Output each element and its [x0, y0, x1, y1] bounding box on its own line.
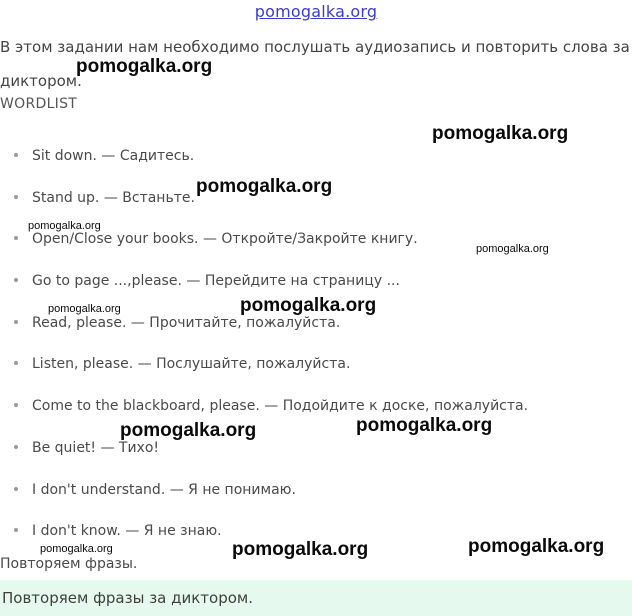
- bullet-icon: [14, 195, 18, 199]
- watermark: pomogalka.org: [432, 123, 569, 144]
- list-item: Read, please. — Прочитайте, пожалуйста.: [14, 315, 340, 335]
- watermark: pomogalka.org: [120, 420, 257, 441]
- bullet-icon: [14, 278, 18, 282]
- list-item: Sit down. — Садитесь.: [14, 148, 194, 168]
- watermark: pomogalka.org: [40, 543, 113, 555]
- site-logo-link[interactable]: pomogalka.org: [254, 2, 378, 21]
- watermark: pomogalka.org: [468, 536, 605, 557]
- list-item: Come to the blackboard, please. — Подойдите к доске, пожалуйста.: [14, 398, 528, 418]
- watermark: pomogalka.org: [240, 295, 377, 316]
- list-item: Go to page ...,please. — Перейдите на страницу ...: [14, 273, 400, 293]
- bullet-icon: [14, 153, 18, 157]
- callout-text: Повторяем фразы за диктором.: [2, 589, 254, 607]
- list-item: Listen, please. — Послушайте, пожалуйста.: [14, 356, 350, 376]
- watermark: pomogalka.org: [28, 220, 101, 232]
- watermark: pomogalka.org: [196, 176, 333, 197]
- watermark: pomogalka.org: [356, 415, 493, 436]
- bullet-icon: [14, 236, 18, 240]
- wordlist-title: WORDLIST: [0, 96, 78, 112]
- callout-box: [0, 580, 632, 616]
- bullet-icon: [14, 487, 18, 491]
- watermark: pomogalka.org: [48, 303, 121, 315]
- bullet-icon: [14, 320, 18, 324]
- watermark: pomogalka.org: [232, 539, 369, 560]
- list-item: Stand up. — Встаньте.: [14, 190, 195, 210]
- list-item: I don't understand. — Я не понимаю.: [14, 482, 296, 502]
- watermark: pomogalka.org: [476, 243, 549, 255]
- bullet-icon: [14, 528, 18, 532]
- bullet-icon: [14, 361, 18, 365]
- intro-text: В этом задании нам необходимо послушать аудиозапись и повторить слова за диктором.: [0, 38, 630, 90]
- list-item: Be quiet! — Тихо!: [14, 440, 159, 460]
- watermark: pomogalka.org: [76, 56, 213, 77]
- bullet-icon: [14, 403, 18, 407]
- bullet-icon: [14, 445, 18, 449]
- repeat-text: Повторяем фразы.: [0, 556, 138, 572]
- list-item: Open/Close your books. — Откройте/Закройте книгу.: [14, 231, 418, 251]
- list-item: I don't know. — Я не знаю.: [14, 523, 222, 543]
